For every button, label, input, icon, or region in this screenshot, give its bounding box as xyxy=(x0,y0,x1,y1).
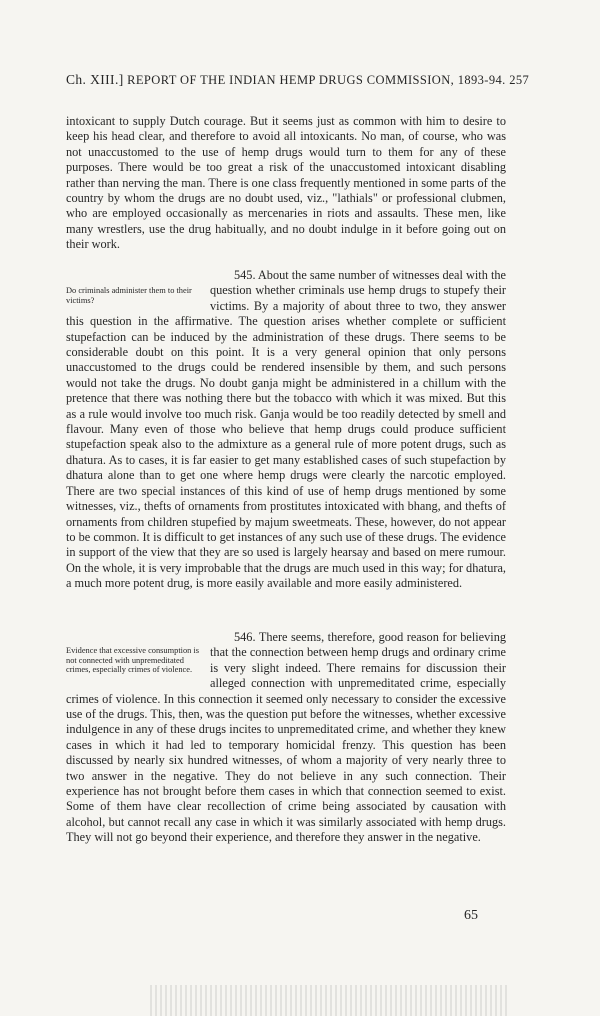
paragraph-continued xyxy=(66,114,506,253)
paragraph-text: intoxicant to supply Dutch courage. But it seems just as common with him to desire to keep his head clear, and therefore to avoid all intoxicants. No man, of course, who was not unaccustomed to the use of hemp drugs would turn to them for any of these purposes. There would be too great a risk of the unaccustomed intoxicant disabling rather than nerving the man. There is one class frequently mentioned in some parts of the country by whom the drugs are no doubt used, viz., "lathials" or professional clubmen, who are employed occasionally as mercenaries in riots and assaults. These men, like many wrestlers, use the drug habitually, and no doubt indulge in it before going out on their work. xyxy=(66,114,506,252)
marginal-note: Evidence that excessive consumption is not connected with unpremeditated crimes, especially crimes of violence. xyxy=(66,646,200,675)
page-number: 257 xyxy=(509,73,530,87)
marginal-note: Do criminals administer them to their victims? xyxy=(66,286,192,305)
report-title: REPORT OF THE INDIAN HEMP DRUGS COMMISSION, 1893-94. xyxy=(127,73,506,87)
chapter-label: Ch. XIII.] xyxy=(66,72,124,87)
scan-edge-noise xyxy=(150,985,510,1016)
page-header xyxy=(66,72,530,88)
signature-mark: 65 xyxy=(464,908,478,923)
paragraph-546 xyxy=(66,630,506,846)
paragraph-text: 545. About the same number of witnesses deal with the question whether criminals use hemp drugs to stupefy their victims. By a majority of about three to two, they answer this question in the affirmative. The question arises whether complete or sufficient stupefaction can be induced by the administration of these drugs. There seems to be considerable doubt on this point. It is a very general opinion that only persons unaccustomed to the drugs could be rendered insensible by them, and such persons would not take the drugs. No doubt ganja might be administered in a chillum with the pretence that there was nothing there but the tobacco with which it was mixed. But this as a rule would involve too much risk. Ganja would be too readily detected by smell and flavour. Many even of those who believe that hemp drugs could produce sufficient stupefaction speak also to the admixture as a general rule of more potent drugs, such as dhatura. As to cases, it is far easier to get many established cases of such stupefaction by dhatura alone than to get one where hemp drugs were clearly the narcotic employed. There are two special instances of this kind of use of hemp drugs mentioned by some witnesses, viz., thefts of ornaments from prostitutes intoxicated with bhang, and thefts of ornaments from children stupefied by majum sweetmeats. These, however, do not appear to be common. It is difficult to get instances of any such use of these drugs. The evidence in support of the view that they are so used is largely hearsay and based on mere rumour. On the whole, it is very improbable that the drugs are much used in this way; for dhatura, a much more potent drug, is more easily available and more easily administered. xyxy=(66,268,506,591)
paragraph-545 xyxy=(66,268,506,592)
paragraph-text: 546. There seems, therefore, good reason for believing that the connection between hemp drugs and ordinary crime is very slight indeed. There remains for discussion their alleged connection with unpremeditated crime, especially crimes of violence. In this connection it seemed only necessary to consider the excessive use of the drugs. This, then, was the question put before the witnesses, whether excessive indulgence in any of these drugs incites to unpremeditated crime, and whether they knew cases in which it had led to temporary homicidal frenzy. This question has been discussed by nearly six hundred witnesses, of whom a majority of very nearly three to two answer in the negative. They do not believe in any such connection. Their experience has not brought before them cases in which that connection seemed to exist. Some of them have clear recollection of crime being associated by causation with alcohol, but cannot recall any case in which it was similarly associated with hemp drugs. They will not go beyond their experience, and therefore they answer in the negative. xyxy=(66,630,506,845)
